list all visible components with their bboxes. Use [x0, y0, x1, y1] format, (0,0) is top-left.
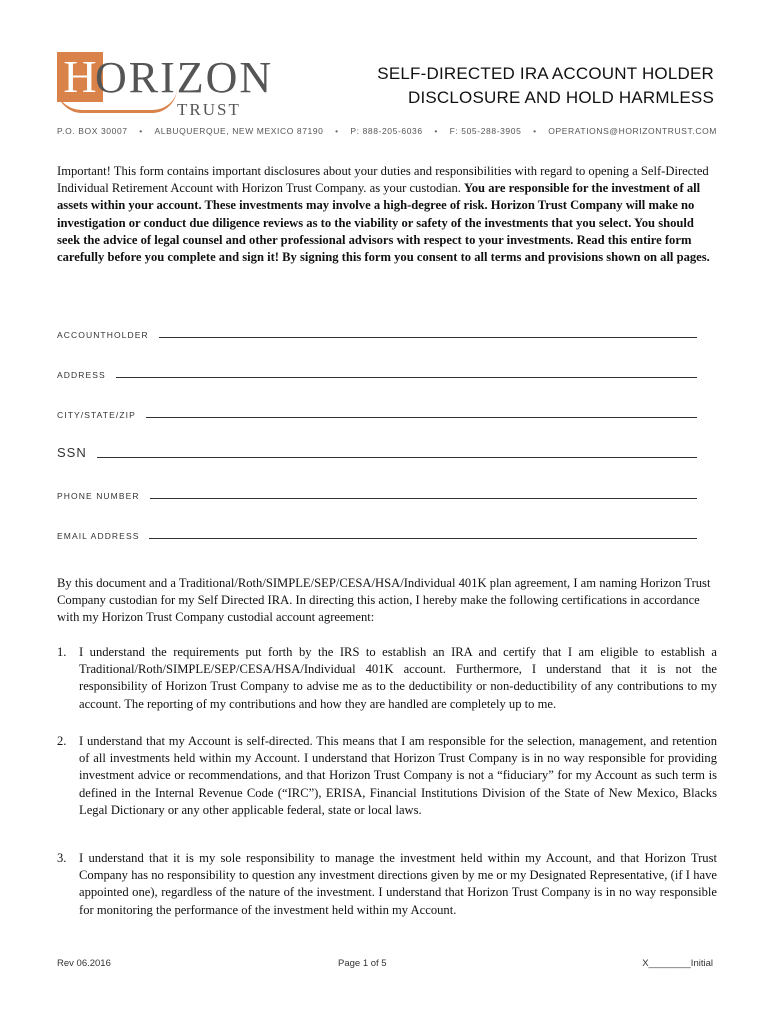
- contact-bar: [57, 126, 717, 136]
- list-item: [57, 733, 717, 819]
- revision-label: Rev 06.2016: [57, 958, 111, 969]
- logo-swoosh-icon: [57, 88, 177, 113]
- email-line[interactable]: [149, 538, 697, 539]
- city-state-zip-line[interactable]: [146, 417, 697, 418]
- email-label: EMAIL ADDRESS: [57, 530, 140, 541]
- po-box: P.O. BOX 30007: [57, 126, 128, 136]
- phone-field[interactable]: [57, 484, 697, 500]
- title-line-1: SELF-DIRECTED IRA ACCOUNT HOLDER: [377, 64, 714, 83]
- email-field[interactable]: [57, 524, 697, 540]
- phone-line[interactable]: [150, 498, 697, 499]
- city-address: ALBUQUERQUE, NEW MEXICO 87190: [154, 126, 324, 136]
- intro-plain-text: Important! This form contains important disclosures about your duties and responsibilities with regard to opening a Self-Directed Individual Retirement Account with Horizon Trust Company. as your custodian.: [57, 164, 709, 196]
- list-item: [57, 850, 717, 919]
- item-text: I understand that my Account is self-directed. This means that I am responsible for the selection, management, and retention of all investments held within my Account. I understand that Horizon Trust Company is in no way responsible for providing investment advice or recommendations, and that Horizon Trust Company is not a “fiduciary” for my Account as such term is defined in the Internal Revenue Code (“IRC”), ERISA, Financial Institutions Division of the State of New Mexico, Blacks Legal Dictionary or any other applicable federal, state or local laws.: [79, 734, 717, 817]
- document-title: [334, 62, 714, 110]
- intro-disclosure: [57, 163, 713, 266]
- list-item: [57, 644, 717, 713]
- contact-email[interactable]: OPERATIONS@HORIZONTRUST.COM: [548, 126, 717, 136]
- address-label: ADDRESS: [57, 369, 106, 380]
- logo-h-mark: H: [57, 52, 103, 102]
- item-number: 2.: [57, 734, 67, 748]
- city-state-zip-label: CITY/STATE/ZIP: [57, 409, 136, 420]
- separator-dot: •: [533, 126, 537, 136]
- intro-bold-text: You are responsible for the investment of all assets within your account. These investments may involve a high-degree of risk. Horizon Trust Company will make no investigation or conduct due diligence reviews as to the viability or safety of the investments that you select. You should seek the advice of legal counsel and other professional advisors with respect to your investments. Read this entire form carefully before you complete and sign it! By signing this form you consent to all terms and provisions shown on all pages.: [57, 181, 710, 265]
- separator-dot: •: [335, 126, 339, 136]
- separator-dot: •: [139, 126, 143, 136]
- accountholder-label: ACCOUNTHOLDER: [57, 329, 149, 340]
- ssn-line[interactable]: [97, 457, 697, 458]
- item-text: I understand the requirements put forth by the IRS to establish an IRA and certify that I am eligible to establish a Traditional/Roth/SIMPLE/SEP/CESA/HSA/Individual 401K account. Furthermore, I understand that it is not the responsibility of Horizon Trust Company to advise me as to the deductibility or non-deductibility of any contributions to my account. The reporting of my contributions and how they are handled are completely up to me.: [79, 645, 717, 711]
- phone-number: P: 888-205-6036: [350, 126, 423, 136]
- page-number: Page 1 of 5: [338, 958, 387, 969]
- logo-wordmark: ORIZON: [95, 53, 274, 102]
- address-field[interactable]: [57, 363, 697, 379]
- horizon-trust-logo: [57, 52, 307, 122]
- address-line[interactable]: [116, 377, 697, 378]
- logo-subtitle: TRUST: [177, 100, 241, 119]
- ssn-field[interactable]: [57, 443, 697, 459]
- initial-field[interactable]: X________Initial: [642, 958, 713, 969]
- item-number: 3.: [57, 851, 67, 865]
- item-text: I understand that it is my sole responsibility to manage the investment held within my Account, and that Horizon Trust Company has no responsibility to question any investment directions given by me or my Designated Representative, (if I have appointed one), regardless of the nature of the investment. I understand that Horizon Trust Company is in no way responsible for monitoring the performance of the investment held within my Account.: [79, 851, 717, 917]
- fax-number: F: 505-288-3905: [449, 126, 522, 136]
- separator-dot: •: [434, 126, 438, 136]
- item-number: 1.: [57, 645, 67, 659]
- title-line-2: DISCLOSURE AND HOLD HARMLESS: [407, 88, 714, 107]
- accountholder-line[interactable]: [159, 337, 697, 338]
- phone-label: PHONE NUMBER: [57, 490, 140, 501]
- ssn-label: SSN: [57, 445, 87, 460]
- city-state-zip-field[interactable]: [57, 403, 697, 419]
- accountholder-field[interactable]: [57, 323, 697, 339]
- custodian-paragraph: By this document and a Traditional/Roth/SIMPLE/SEP/CESA/HSA/Individual 401K plan agreement, I am naming Horizon Trust Company custodian for my Self Directed IRA. In directing this action, I hereby make the following certifications in accordance with my Horizon Trust Company custodial account agreement:: [57, 576, 711, 625]
